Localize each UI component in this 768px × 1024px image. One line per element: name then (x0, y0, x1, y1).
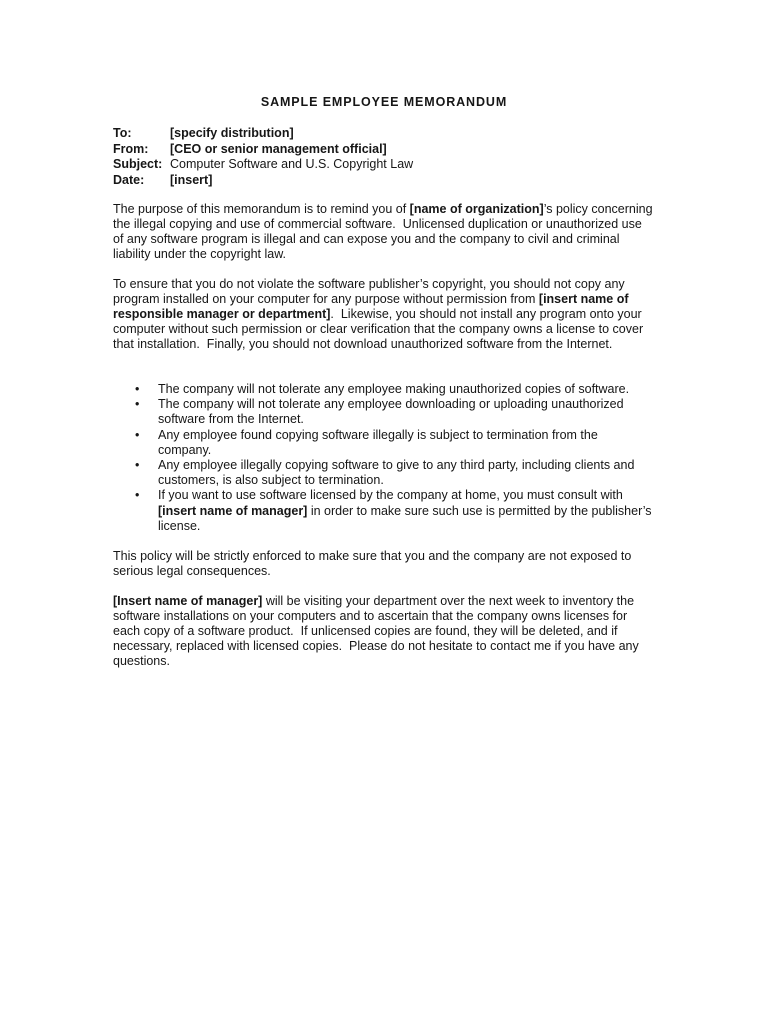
header-row-subject (113, 157, 413, 173)
text-segment: program installed on your computer for any purpose without permission from (113, 292, 539, 306)
bullet-line (158, 443, 652, 458)
bullet-line (158, 504, 652, 519)
manager-name-placeholder: [insert name of manager] (158, 503, 308, 518)
text-segment: questions. (113, 654, 170, 668)
bullet-line (158, 458, 652, 473)
bullet-point-icon: • (135, 488, 140, 503)
manager-name-placeholder: [Insert name of manager] (113, 594, 263, 608)
bullet-item (113, 428, 652, 458)
from-value: [CEO or senior management official] (170, 141, 387, 156)
text-segment: If you want to use software licensed by the company at home, you must consult with (158, 488, 623, 503)
paragraph-line (113, 217, 653, 232)
paragraph-line (113, 654, 639, 669)
text-segment: will be visiting your department over the next week to inventory the (262, 594, 635, 608)
paragraph-line (113, 609, 639, 624)
bullet-item (113, 458, 652, 488)
text-segment: necessary, replaced with licensed copies. Please do not hesitate to contact me if you have any (113, 639, 639, 653)
text-segment: computer without such permission or clear verification that the company owns a license to cover (113, 322, 644, 336)
paragraph-line (113, 337, 643, 352)
text-segment: of any software program is illegal and can expose you and the company to civil and criminal (113, 232, 620, 246)
text-segment: license. (158, 518, 201, 533)
paragraph-line (113, 549, 631, 564)
enforcement-paragraph (113, 549, 631, 579)
bullet-point-icon: • (135, 457, 140, 472)
memo-header (113, 126, 413, 188)
text-segment: serious legal consequences. (113, 564, 271, 578)
paragraph-line (113, 564, 631, 579)
bullet-item (113, 488, 652, 534)
text-segment: the illegal copying and use of commercial software. Unlicensed duplication or unauthorized use (113, 217, 642, 231)
header-row-from (113, 142, 413, 158)
paragraph-line (113, 247, 653, 262)
header-row-date (113, 173, 413, 189)
to-value: [specify distribution] (170, 126, 294, 140)
text-segment: Any employee found copying software illegally is subject to termination from the (158, 427, 598, 442)
text-segment: in order to make sure such use is permitted by the publisher’s (307, 503, 652, 518)
from-label: From: (113, 141, 149, 156)
text-segment: each copy of a software product. If unlicensed copies are found, they will be deleted, and if (113, 624, 618, 638)
organization-name-placeholder: [name of organization] (409, 202, 544, 216)
bullet-line (158, 382, 652, 397)
bullet-line (158, 473, 652, 488)
bullet-item (113, 397, 652, 427)
text-segment: ’s policy concerning (543, 202, 653, 216)
text-segment: The company will not tolerate any employee making unauthorized copies of software. (158, 382, 630, 396)
bullet-line (158, 428, 652, 443)
bullet-item (113, 382, 652, 397)
paragraph-line (113, 307, 643, 322)
text-segment: liability under the copyright law. (113, 247, 287, 261)
text-segment: customers, is also subject to termination. (158, 473, 384, 488)
subject-label: Subject: (113, 157, 163, 172)
purpose-paragraph (113, 202, 653, 262)
bullet-point-icon: • (135, 382, 140, 396)
text-segment: Any employee illegally copying software to give to any third party, including clients and (158, 457, 635, 472)
manager-department-placeholder: responsible manager or department] (113, 307, 331, 321)
text-segment: software from the Internet. (158, 412, 304, 427)
text-segment: . Likewise, you should not install any program onto your (330, 307, 642, 321)
text-segment: The purpose of this memorandum is to remind you of (113, 202, 410, 216)
bullet-point-icon: • (135, 397, 140, 412)
text-segment: The company will not tolerate any employee downloading or uploading unauthorized (158, 397, 624, 412)
policy-bullet-list (113, 382, 652, 534)
text-segment: company. (158, 442, 212, 457)
paragraph-line (113, 202, 653, 217)
paragraph-line (113, 624, 639, 639)
date-value: [insert] (170, 172, 213, 187)
paragraph-line (113, 277, 643, 292)
inventory-paragraph (113, 594, 639, 669)
paragraph-line (113, 639, 639, 654)
paragraph-line (113, 232, 653, 247)
text-segment: software installations on your computers and to ascertain that the company owns licenses for (113, 609, 628, 623)
date-label: Date: (113, 172, 145, 187)
header-row-to (113, 126, 413, 142)
bullet-line (158, 412, 652, 427)
paragraph-line (113, 292, 643, 307)
memo-title: SAMPLE EMPLOYEE MEMORANDUM (260, 95, 508, 109)
text-segment: This policy will be strictly enforced to make sure that you and the company are not exposed to (113, 549, 632, 563)
paragraph-line (113, 594, 639, 609)
bullet-line (158, 519, 652, 534)
subject-value: Computer Software and U.S. Copyright Law (170, 157, 414, 172)
bullet-line (158, 397, 652, 412)
to-label: To: (113, 126, 132, 140)
bullet-point-icon: • (135, 427, 140, 442)
text-segment: that installation. Finally, you should not download unauthorized software from the Internet. (113, 337, 613, 351)
copyright-paragraph (113, 277, 643, 352)
text-segment: To ensure that you do not violate the software publisher’s copyright, you should not copy any (113, 277, 625, 291)
manager-department-placeholder: [insert name of (538, 292, 629, 306)
paragraph-line (113, 322, 643, 337)
bullet-line (158, 488, 652, 503)
